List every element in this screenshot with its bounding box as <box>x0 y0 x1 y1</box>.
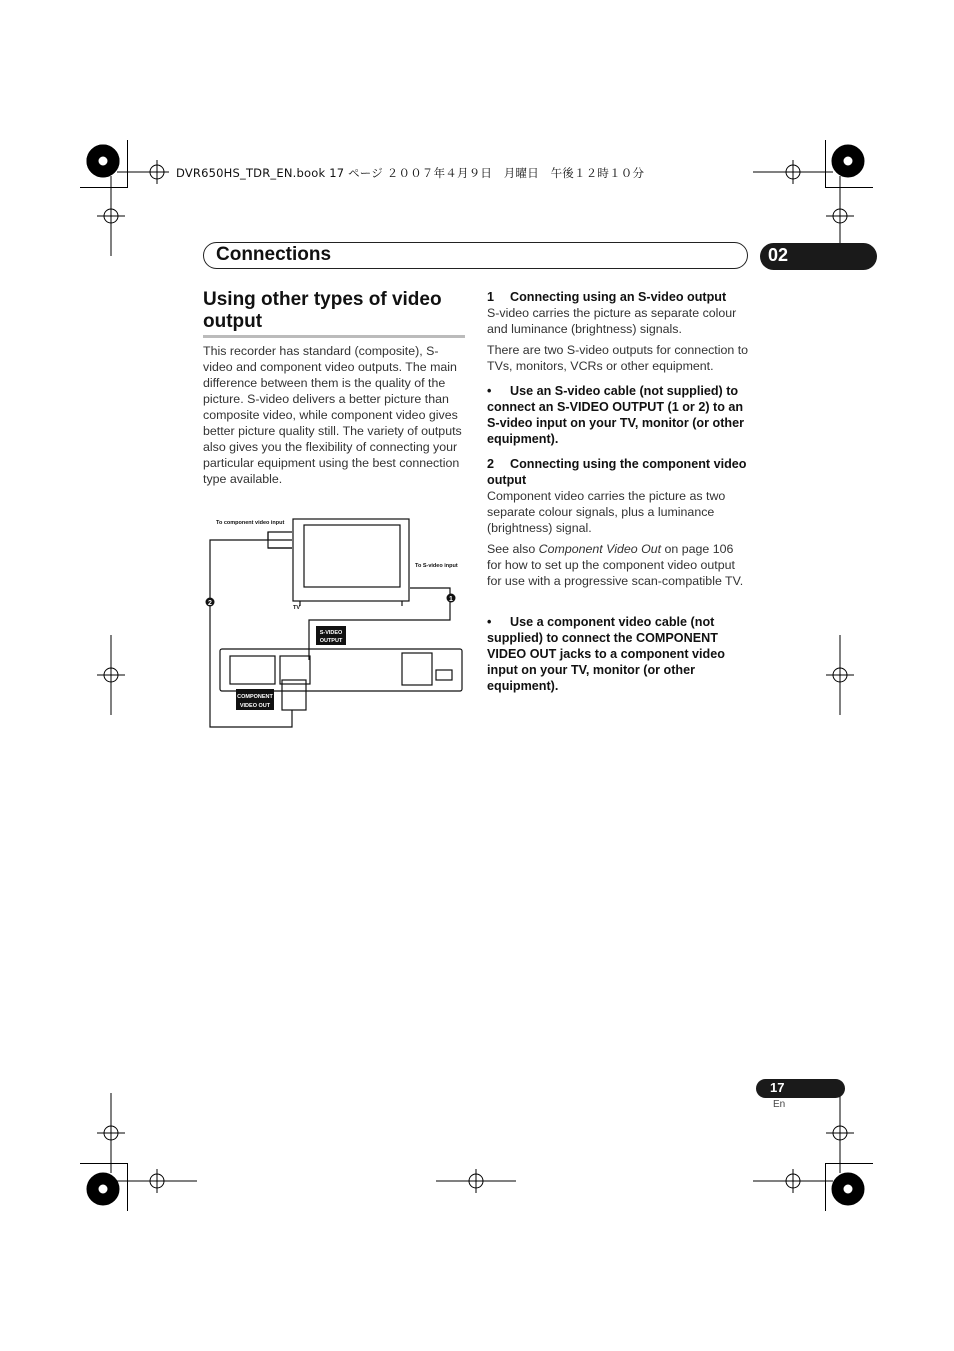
step-1-heading: 1 Connecting using an S-video output <box>487 290 727 304</box>
tv-outline <box>293 519 409 601</box>
page-heading: Using other types of video output <box>203 289 442 332</box>
marker-2-label: 2 <box>208 600 212 607</box>
starburst-icon <box>87 1173 119 1205</box>
language-code: En <box>773 1099 786 1110</box>
bullet-1: • Use an S-video cable (not supplied) to connect an S-VIDEO OUTPUT (1 or 2) to an S-video input on your TV, monitor (or other equipment). <box>487 384 745 446</box>
intro-paragraph: This recorder has standard (composite), S-video and component video outputs. The main difference between them is the quality of the picture. S-video delivers a better picture than composite video, while component video gives better picture quality still. The variety of outputs also gives you the flexibility of connecting your particular equipment using the best connection type available. <box>203 344 462 486</box>
starburst-icon <box>832 145 864 177</box>
label-component-input: To component video input <box>216 520 285 526</box>
step-2-heading: 2 Connecting using the component video output <box>487 457 747 487</box>
connection-diagram <box>200 510 470 735</box>
bullet-2: • Use a component video cable (not supplied) to connect the COMPONENT VIDEO OUT jacks to a component video input on your TV, monitor (or other equipment). <box>487 615 725 693</box>
step-2-paragraph-2: See also Component Video Out on page 106 for how to set up the component video output for use with a progressive scan-compatible TV. <box>487 542 744 588</box>
label-component-out-2: VIDEO OUT <box>239 703 271 709</box>
heading-rule <box>203 335 465 338</box>
step-1-paragraph-1: S-video carries the picture as separate colour and luminance (brightness) signals. <box>487 306 737 336</box>
label-component-out-1: COMPONENT <box>237 694 273 700</box>
starburst-icon <box>832 1173 864 1205</box>
label-svideo-input: To S-video input <box>415 563 458 569</box>
print-header: DVR650HS_TDR_EN.book 17 ページ ２００７年４月９日 月曜日 午後１２時１０分 <box>176 166 645 180</box>
label-svideo-output-1: S-VIDEO <box>319 630 343 636</box>
page-number: 17 <box>770 1080 785 1095</box>
marker-1-label: 1 <box>449 596 453 603</box>
chapter-number: 02 <box>768 245 789 265</box>
section-title: Connections <box>216 244 332 265</box>
step-2-paragraph-1: Component video carries the picture as two separate colour signals, plus a luminance (brightness) signal. <box>487 489 726 535</box>
label-svideo-output-2: OUTPUT <box>319 638 343 644</box>
label-tv: TV <box>293 605 301 611</box>
starburst-icon <box>87 145 119 177</box>
step-1-paragraph-2: There are two S-video outputs for connection to TVs, monitors, VCRs or other equipment. <box>487 343 749 373</box>
